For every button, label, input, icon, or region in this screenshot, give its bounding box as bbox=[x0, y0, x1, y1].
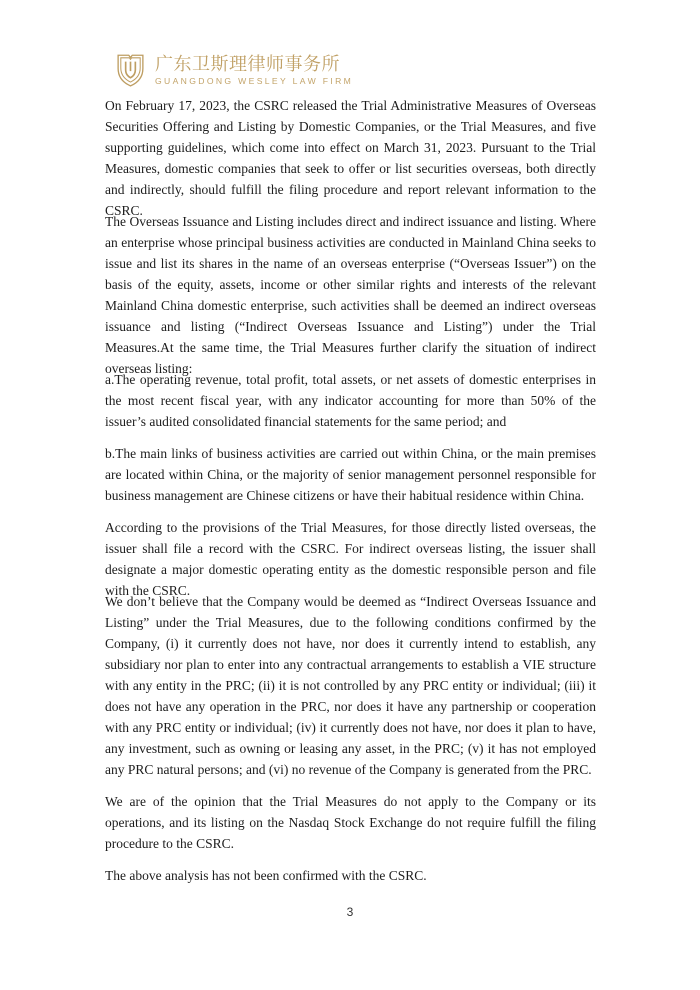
paragraph-condition-a: a.The operating revenue, total profit, total assets, or net assets of domestic enterprises in the most recent fiscal year, with any indicator accounting for more than 50% of the issuer’s audited consolidated financial statements for the same period; and bbox=[105, 372, 596, 429]
law-firm-letterhead bbox=[117, 54, 353, 87]
paragraph-disclaimer: The above analysis has not been confirmed with the CSRC. bbox=[105, 868, 427, 883]
law-firm-name-block bbox=[155, 54, 353, 86]
law-firm-name-english: GUANGDONG WESLEY LAW FIRM bbox=[155, 76, 354, 86]
paragraph-company-analysis: We don’t believe that the Company would be deemed as “Indirect Overseas Issuance and Listing” under the Trial Measures, due to the following conditions confirmed by the Company, (i) it currently does not have, nor does it currently intend to establish, any subsidiary nor plan to enter into any contractual arrangements to establish a VIE structure with any entity in the PRC; (ii) it is not controlled by any PRC entity or individual; (iii) it does not have any operation in the PRC, nor does it have any partnership or cooperation with any PRC entity or individual; (iv) it currently does not have, nor does it plan to have, any investment, such as owning or leasing any asset, in the PRC; (v) it has not employed any PRC natural persons; and (vi) no revenue of the Company is generated from the PRC. bbox=[105, 594, 596, 777]
paragraph-trial-measures-release: On February 17, 2023, the CSRC released the Trial Administrative Measures of Overseas Securities Offering and Listing by Domestic Companies, or the Trial Measures, and five supporting guidelines, which come into effect on March 31, 2023. Pursuant to the Trial Measures, domestic companies that seek to offer or list securities overseas, both directly and indirectly, should fulfill the filing procedure and report relevant information to the CSRC. bbox=[105, 98, 596, 218]
law-firm-name-chinese: 广东卫斯理律师事务所 bbox=[155, 54, 340, 74]
page-number: 3 bbox=[346, 905, 354, 919]
paragraph-overseas-issuance-definition: The Overseas Issuance and Listing includes direct and indirect issuance and listing. Where an enterprise whose principal business activities are conducted in Mainland China seeks to issue and list its shares in the name of an overseas enterprise (“Overseas Issuer”) on the basis of the equity, assets, income or other similar rights and interests of the relevant Mainland China domestic enterprise, such activities shall be deemed an indirect overseas issuance and listing (“Indirect Overseas Issuance and Listing”) under the Trial Measures.At the same time, the Trial Measures further clarify the situation of indirect overseas listing: bbox=[105, 214, 596, 376]
paragraph-legal-opinion: We are of the opinion that the Trial Measures do not apply to the Company or its operations, and its listing on the Nasdaq Stock Exchange do not require fulfill the filing procedure to the CSRC. bbox=[105, 794, 596, 851]
shield-monogram-icon bbox=[117, 54, 144, 87]
paragraph-condition-b: b.The main links of business activities are carried out within China, or the main premises are located within China, or the majority of senior management personnel responsible for business management are Chinese citizens or have their habitual residence within China. bbox=[105, 446, 596, 503]
paragraph-filing-provisions: According to the provisions of the Trial Measures, for those directly listed overseas, the issuer shall file a record with the CSRC. For indirect overseas listing, the issuer shall designate a major domestic operating entity as the domestic responsible person and file with the CSRC. bbox=[105, 520, 596, 598]
